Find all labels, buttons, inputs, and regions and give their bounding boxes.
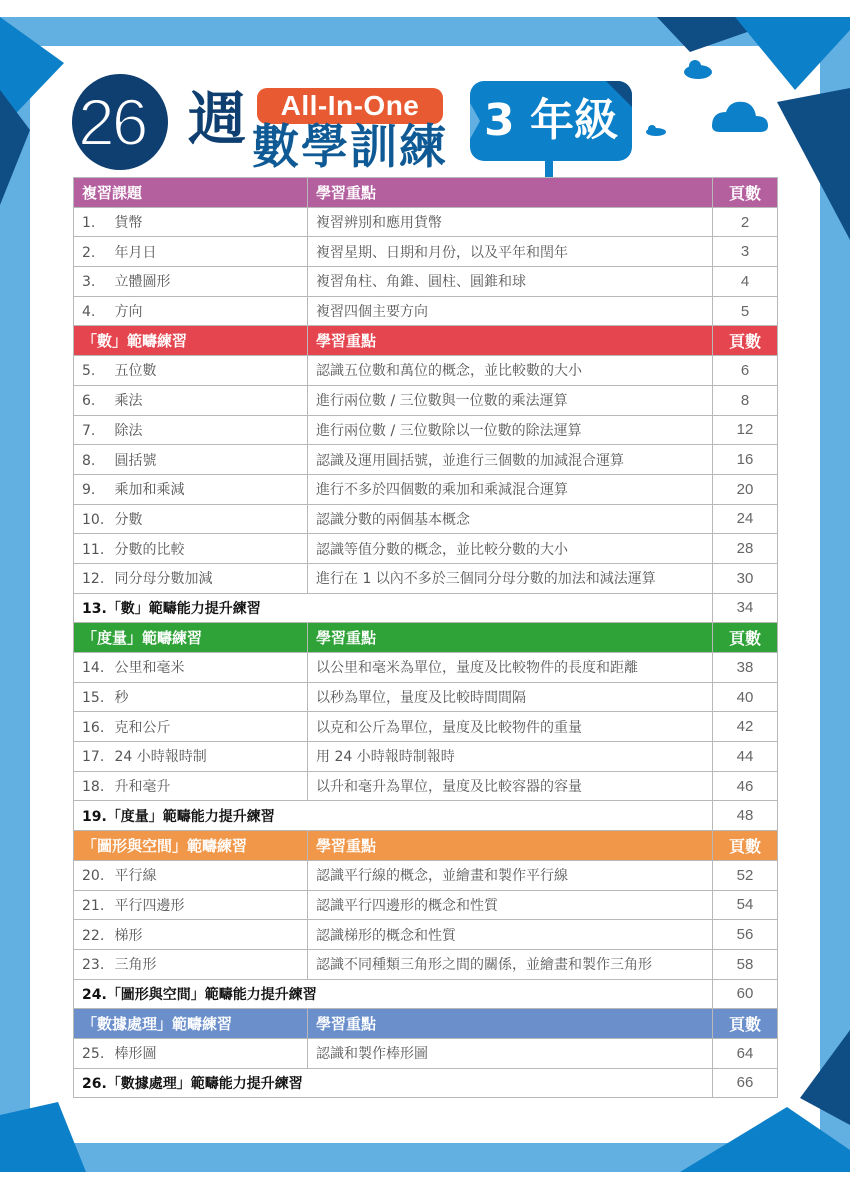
header-page: 頁數 (713, 1009, 778, 1039)
section-header-review (74, 178, 778, 208)
row-number: 16. (82, 719, 105, 736)
row-page: 56 (713, 920, 778, 950)
row-topic (74, 207, 308, 237)
row-page: 46 (713, 771, 778, 801)
toc-row[interactable] (74, 267, 778, 297)
table-of-contents (73, 177, 778, 1098)
row-page: 58 (713, 949, 778, 979)
summary-page: 34 (713, 593, 778, 623)
header-focus: 學習重點 (308, 178, 713, 208)
toc-row[interactable] (74, 1038, 778, 1068)
row-number: 1. (82, 215, 96, 232)
row-focus: 認識和製作棒形圖 (308, 1038, 713, 1068)
toc-summary-row[interactable] (74, 593, 778, 623)
row-topic (74, 237, 308, 267)
row-topic-label: 乘法 (114, 393, 143, 410)
row-topic-label: 同分母分數加減 (114, 571, 213, 588)
summary-page: 66 (713, 1068, 778, 1098)
row-topic (74, 504, 308, 534)
row-topic-label: 除法 (114, 422, 143, 439)
toc-row[interactable] (74, 563, 778, 593)
row-number: 2. (82, 244, 96, 261)
row-page: 4 (713, 267, 778, 297)
toc-row[interactable] (74, 860, 778, 890)
grade-label: 3 年級 (484, 95, 618, 146)
row-number: 22. (82, 927, 105, 944)
row-topic-label: 公里和毫米 (114, 660, 185, 677)
row-topic-label: 圓括號 (114, 452, 157, 469)
row-page: 28 (713, 534, 778, 564)
row-number: 3. (82, 274, 96, 291)
summary-label (74, 801, 713, 831)
weeks-char: 週 (188, 85, 247, 153)
row-focus: 進行兩位數 / 三位數除以一位數的除法運算 (308, 415, 713, 445)
header-page: 頁數 (713, 623, 778, 653)
toc-row[interactable] (74, 890, 778, 920)
summary-text: 「數據處理」範疇能力提升練習 (106, 1075, 303, 1092)
row-number: 4. (82, 304, 96, 321)
summary-number: 26. (82, 1075, 107, 1092)
row-focus: 複習辨別和應用貨幣 (308, 207, 713, 237)
section-header-number (74, 326, 778, 356)
row-number: 14. (82, 660, 105, 677)
grade-badge (470, 81, 632, 161)
header-topic: 「圖形與空間」範疇練習 (74, 831, 308, 861)
row-focus: 以秒為單位，量度及比較時間間隔 (308, 682, 713, 712)
row-focus: 以公里和毫米為單位，量度及比較物件的長度和距離 (308, 653, 713, 683)
row-page: 2 (713, 207, 778, 237)
toc-summary-row[interactable] (74, 801, 778, 831)
row-page: 8 (713, 385, 778, 415)
row-page: 40 (713, 682, 778, 712)
row-focus: 複習四個主要方向 (308, 296, 713, 326)
row-topic (74, 742, 308, 772)
row-topic (74, 356, 308, 386)
row-topic (74, 385, 308, 415)
toc-row[interactable] (74, 682, 778, 712)
section-header-measure (74, 623, 778, 653)
summary-page: 60 (713, 979, 778, 1009)
toc-row[interactable] (74, 207, 778, 237)
row-number: 25. (82, 1046, 105, 1063)
toc-summary-row[interactable] (74, 979, 778, 1009)
row-focus: 認識平行四邊形的概念和性質 (308, 890, 713, 920)
header-page: 頁數 (713, 326, 778, 356)
row-topic-label: 24 小時報時制 (114, 749, 207, 766)
row-topic (74, 771, 308, 801)
row-topic (74, 474, 308, 504)
series-badge: All-In-One (257, 88, 443, 124)
row-topic-label: 梯形 (114, 927, 143, 944)
toc-row[interactable] (74, 653, 778, 683)
weeks-logo (72, 74, 190, 172)
toc-row[interactable] (74, 949, 778, 979)
row-page: 12 (713, 415, 778, 445)
row-number: 6. (82, 393, 96, 410)
toc-row[interactable] (74, 415, 778, 445)
row-topic-label: 三角形 (114, 957, 157, 974)
row-number: 20. (82, 868, 105, 885)
header-focus: 學習重點 (308, 623, 713, 653)
row-number: 18. (82, 779, 105, 796)
row-page: 3 (713, 237, 778, 267)
row-topic (74, 296, 308, 326)
row-focus: 複習星期、日期和月份，以及平年和閏年 (308, 237, 713, 267)
header-page: 頁數 (713, 178, 778, 208)
row-focus: 以升和毫升為單位，量度及比較容器的容量 (308, 771, 713, 801)
row-topic-label: 分數 (114, 511, 143, 528)
row-focus: 認識五位數和萬位的概念，並比較數的大小 (308, 356, 713, 386)
header-topic: 「數據處理」範疇練習 (74, 1009, 308, 1039)
toc-row[interactable] (74, 742, 778, 772)
row-number: 17. (82, 749, 105, 766)
row-focus: 認識等值分數的概念，並比較分數的大小 (308, 534, 713, 564)
toc-row[interactable] (74, 296, 778, 326)
row-topic (74, 445, 308, 475)
summary-label (74, 1068, 713, 1098)
row-number: 9. (82, 482, 96, 499)
row-topic-label: 方向 (114, 304, 143, 321)
row-page: 24 (713, 504, 778, 534)
summary-text: 「度量」範疇能力提升練習 (106, 808, 275, 825)
summary-number: 13. (82, 600, 107, 617)
row-page: 16 (713, 445, 778, 475)
row-focus: 用 24 小時報時制報時 (308, 742, 713, 772)
toc-row[interactable] (74, 771, 778, 801)
row-focus: 進行在 1 以內不多於三個同分母分數的加法和減法運算 (308, 563, 713, 593)
row-page: 20 (713, 474, 778, 504)
row-topic-label: 乘加和乘減 (114, 482, 185, 499)
row-focus: 認識平行線的概念，並繪畫和製作平行線 (308, 860, 713, 890)
row-topic (74, 267, 308, 297)
row-number: 23. (82, 957, 105, 974)
summary-label (74, 593, 713, 623)
row-focus: 以克和公斤為單位，量度及比較物件的重量 (308, 712, 713, 742)
summary-label (74, 979, 713, 1009)
toc-row[interactable] (74, 920, 778, 950)
row-page: 38 (713, 653, 778, 683)
toc-row[interactable] (74, 385, 778, 415)
row-focus: 進行兩位數 / 三位數與一位數的乘法運算 (308, 385, 713, 415)
header-focus: 學習重點 (308, 326, 713, 356)
row-focus: 認識及運用圓括號，並進行三個數的加減混合運算 (308, 445, 713, 475)
row-topic-label: 立體圖形 (114, 274, 171, 291)
toc-row[interactable] (74, 504, 778, 534)
toc-row[interactable] (74, 237, 778, 267)
summary-page: 48 (713, 801, 778, 831)
row-number: 5. (82, 363, 96, 380)
toc-row[interactable] (74, 445, 778, 475)
toc-row[interactable] (74, 534, 778, 564)
summary-text: 「圖形與空間」範疇能力提升練習 (106, 986, 317, 1003)
badge-corner (606, 81, 632, 107)
row-page: 6 (713, 356, 778, 386)
row-page: 30 (713, 563, 778, 593)
grade-badge-pin (545, 160, 553, 177)
toc-summary-row[interactable] (74, 1068, 778, 1098)
row-number: 11. (82, 541, 105, 558)
row-topic (74, 682, 308, 712)
row-focus: 進行不多於四個數的乘加和乘減混合運算 (308, 474, 713, 504)
row-number: 15. (82, 690, 105, 707)
toc-row[interactable] (74, 712, 778, 742)
header-focus: 學習重點 (308, 831, 713, 861)
weeks-number: 26 (78, 85, 146, 159)
summary-number: 19. (82, 808, 107, 825)
row-topic (74, 860, 308, 890)
row-focus: 認識梯形的概念和性質 (308, 920, 713, 950)
row-number: 12. (82, 571, 105, 588)
row-topic-label: 克和公斤 (114, 719, 171, 736)
header-topic: 複習課題 (74, 178, 308, 208)
header-topic: 「數」範疇練習 (74, 326, 308, 356)
row-topic-label: 五位數 (114, 363, 157, 380)
row-topic-label: 平行線 (114, 868, 157, 885)
row-focus: 複習角柱、角錐、圓柱、圓錐和球 (308, 267, 713, 297)
toc-row[interactable] (74, 356, 778, 386)
header-page: 頁數 (713, 831, 778, 861)
row-focus: 認識不同種類三角形之間的關係，並繪畫和製作三角形 (308, 949, 713, 979)
row-number: 21. (82, 897, 105, 914)
row-page: 54 (713, 890, 778, 920)
row-topic (74, 712, 308, 742)
row-topic (74, 920, 308, 950)
row-topic (74, 534, 308, 564)
row-topic (74, 415, 308, 445)
row-page: 64 (713, 1038, 778, 1068)
header-focus: 學習重點 (308, 1009, 713, 1039)
section-header-shape (74, 831, 778, 861)
row-topic-label: 棒形圖 (114, 1046, 157, 1063)
row-topic (74, 563, 308, 593)
row-page: 44 (713, 742, 778, 772)
row-topic-label: 分數的比較 (114, 541, 185, 558)
row-number: 7. (82, 422, 96, 439)
row-topic-label: 平行四邊形 (114, 897, 185, 914)
toc-row[interactable] (74, 474, 778, 504)
row-topic (74, 1038, 308, 1068)
row-page: 5 (713, 296, 778, 326)
badge-left-corner (470, 103, 480, 139)
row-topic (74, 949, 308, 979)
row-page: 52 (713, 860, 778, 890)
row-page: 42 (713, 712, 778, 742)
summary-text: 「數」範疇能力提升練習 (106, 600, 261, 617)
book-title: 數學訓練 (252, 120, 448, 175)
header-topic: 「度量」範疇練習 (74, 623, 308, 653)
row-number: 10. (82, 511, 105, 528)
row-number: 8. (82, 452, 96, 469)
summary-number: 24. (82, 986, 107, 1003)
row-topic-label: 貨幣 (114, 215, 143, 232)
row-topic (74, 890, 308, 920)
row-focus: 認識分數的兩個基本概念 (308, 504, 713, 534)
row-topic-label: 升和毫升 (114, 779, 171, 796)
row-topic (74, 653, 308, 683)
row-topic-label: 年月日 (114, 244, 157, 261)
section-header-data (74, 1009, 778, 1039)
row-topic-label: 秒 (114, 690, 129, 707)
